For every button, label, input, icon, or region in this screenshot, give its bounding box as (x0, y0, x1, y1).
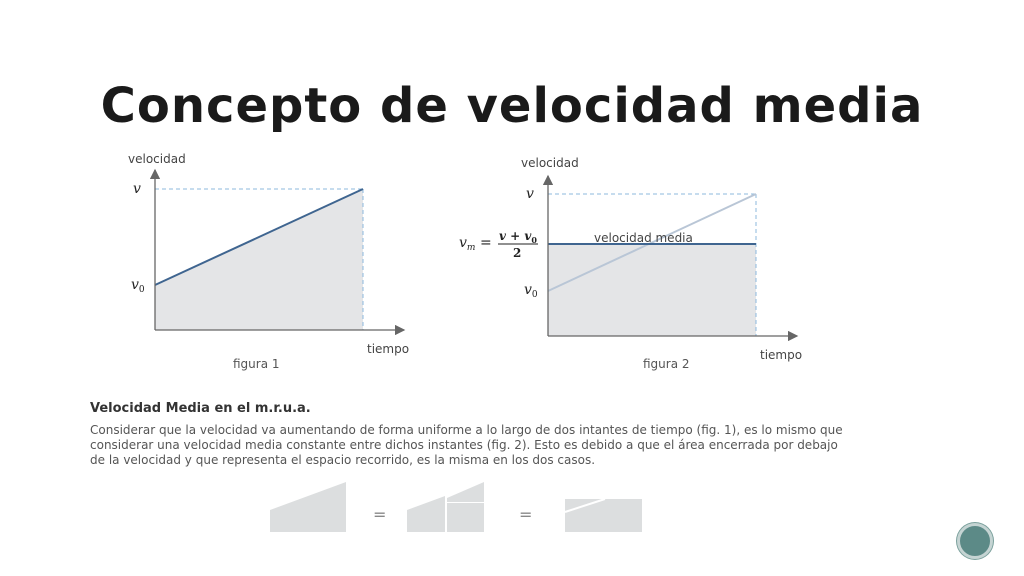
figure-2-x-axis-label: tiempo (760, 348, 803, 362)
formula-lhs-symbol: v (459, 235, 467, 251)
formula-equals: = (480, 235, 492, 251)
mean-velocity-formula (459, 229, 538, 260)
shape-trapezoid (270, 482, 346, 532)
slide-nav-button[interactable] (957, 523, 993, 559)
formula-lhs-subscript: m (466, 243, 476, 253)
figure-2-mean-line-label: velocidad media (594, 231, 693, 245)
shape-split-left (407, 496, 445, 532)
figure-2-area (548, 244, 756, 336)
figure-1-y-axis-label: velocidad (128, 152, 186, 166)
formula-denominator: 2 (513, 246, 522, 260)
shape-split-right (447, 482, 484, 502)
figure-1-v0-symbol: v (131, 277, 139, 293)
figure-1-caption: figura 1 (233, 357, 280, 371)
figure-2-v-label: v (526, 186, 534, 202)
shape-rectangle-body (565, 499, 642, 532)
figure-1-v0-label (131, 277, 145, 295)
shape-split-bottom (447, 503, 484, 532)
shape-split (407, 482, 484, 532)
figure-2-v0-symbol: v (524, 282, 532, 298)
figure-1-x-axis-label: tiempo (367, 342, 410, 356)
figure-2-caption: figura 2 (643, 357, 690, 371)
equivalence-equals-2: = (519, 505, 533, 524)
formula-lhs (459, 235, 475, 253)
figure-1 (128, 152, 409, 371)
equivalence-equals-1: = (373, 505, 387, 524)
figure-2-y-axis-label: velocidad (521, 156, 579, 170)
shape-rectangle (565, 499, 642, 532)
figure-1-v-label: v (133, 181, 141, 197)
slide-title: Concepto de velocidad media (100, 78, 924, 134)
section-heading: Velocidad Media en el m.r.u.a. (90, 401, 311, 416)
formula-numerator-text: v + v (499, 229, 532, 243)
figure-2-v0-label (524, 282, 538, 300)
figure-2 (459, 156, 802, 371)
area-equivalence (270, 482, 642, 532)
figure-1-v0-subscript: 0 (138, 285, 145, 295)
explanation-paragraph: Considerar que la velocidad va aumentando de forma uniforme a lo largo de dos intantes de tiempo (fig. 1), es lo mismo que considerar una velocidad media constante entre dichos instantes (fig. 2). Esto es debido a que el área encerrada por debajo de la velocidad y que representa el espacio recorrido, es la misma en los dos casos. (90, 423, 843, 467)
figure-2-v0-subscript: 0 (531, 290, 538, 300)
formula-numerator (499, 229, 537, 245)
formula-numerator-subscript: 0 (531, 235, 537, 245)
figure-1-area (155, 189, 363, 330)
